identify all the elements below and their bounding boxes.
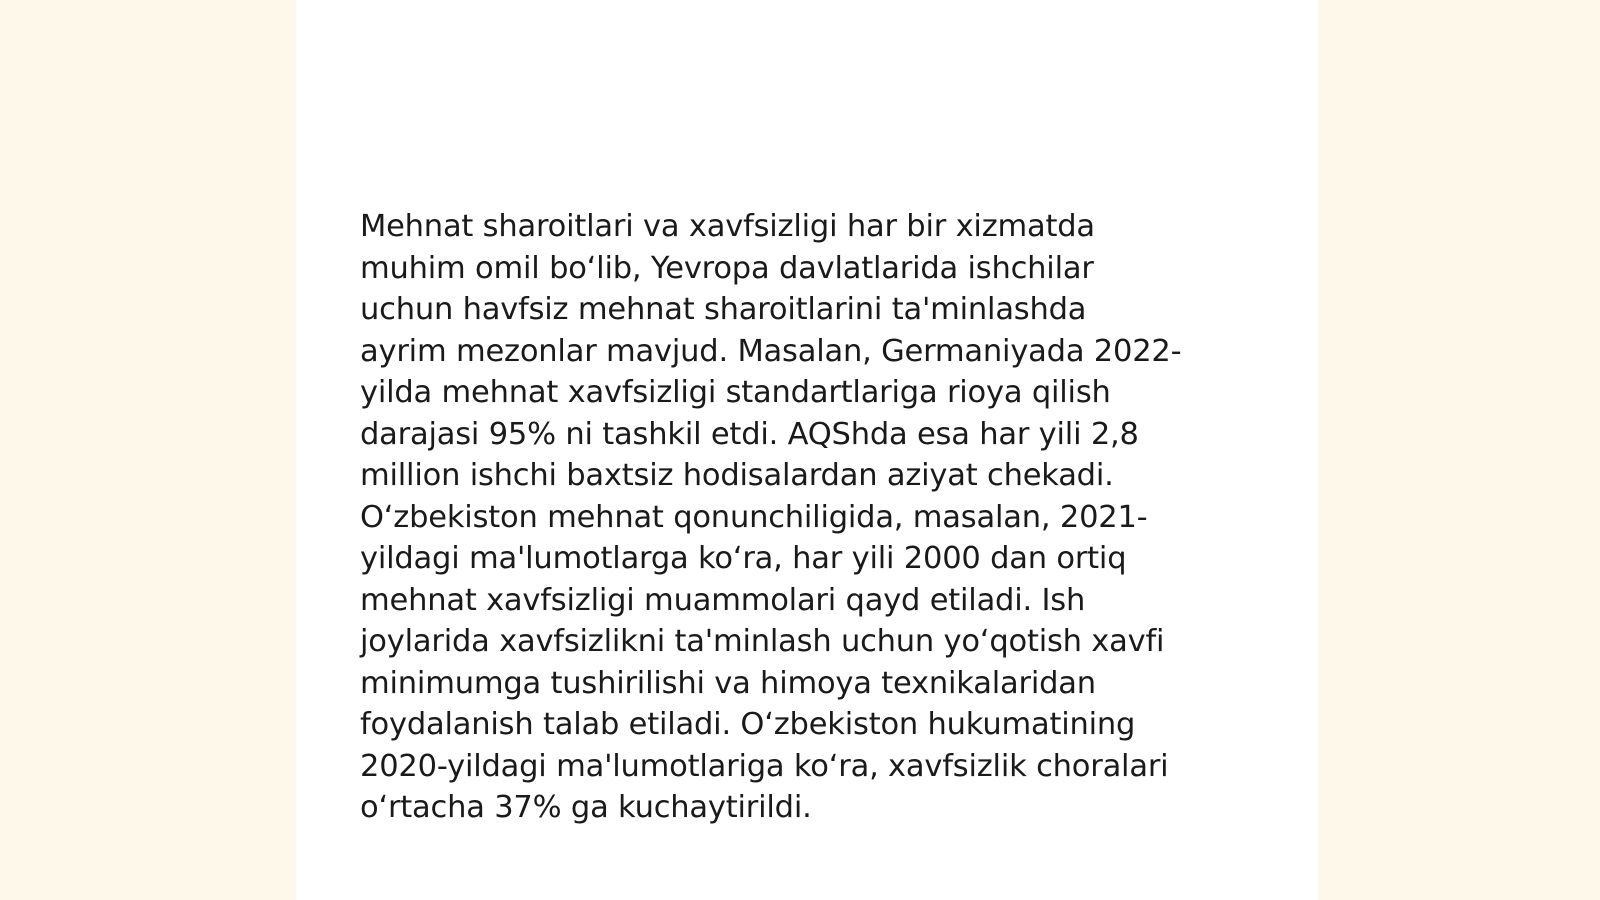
paragraph-line: minimumga tushirilishi va himoya texnikalaridan [360,665,1096,701]
paragraph-line: darajasi 95% ni tashkil etdi. AQShda esa har yili 2,8 [360,416,1139,452]
paragraph-line: Oʻzbekiston mehnat qonunchiligida, masalan, 2021- [360,499,1148,535]
paragraph-line: yildagi ma'lumotlarga koʻra, har yili 2000 dan ortiq [360,541,1127,576]
paragraph-line: yilda mehnat xavfsizligi standartlariga rioya qilish [360,375,1111,410]
document-page [296,0,1318,900]
paragraph-line: joylarida xavfsizlikni ta'minlash uchun yoʻqotish xavfi [360,624,1165,659]
paragraph-line: oʻrtacha 37% ga kuchaytirildi. [360,790,812,825]
paragraph-line: uchun havfsiz mehnat sharoitlarini ta'minlashda [360,292,1087,327]
paragraph-line: mehnat xavfsizligi muammolari qayd etiladi. Ish [360,582,1086,618]
paragraph-line: 2020-yildagi ma'lumotlariga koʻra, xavfsizlik choralari [360,748,1169,784]
body-paragraph [360,206,1260,829]
paragraph-line: million ishchi baxtsiz hodisalardan aziyat chekadi. [360,458,1114,493]
paragraph-line: muhim omil boʻlib, Yevropa davlatlarida ishchilar [360,250,1094,286]
paragraph-line: foydalanish talab etiladi. Oʻzbekiston hukumatining [360,707,1136,742]
paragraph-line: ayrim mezonlar mavjud. Masalan, Germaniyada 2022- [360,333,1182,369]
paragraph-line: Mehnat sharoitlari va xavfsizligi har bir xizmatda [360,209,1095,244]
